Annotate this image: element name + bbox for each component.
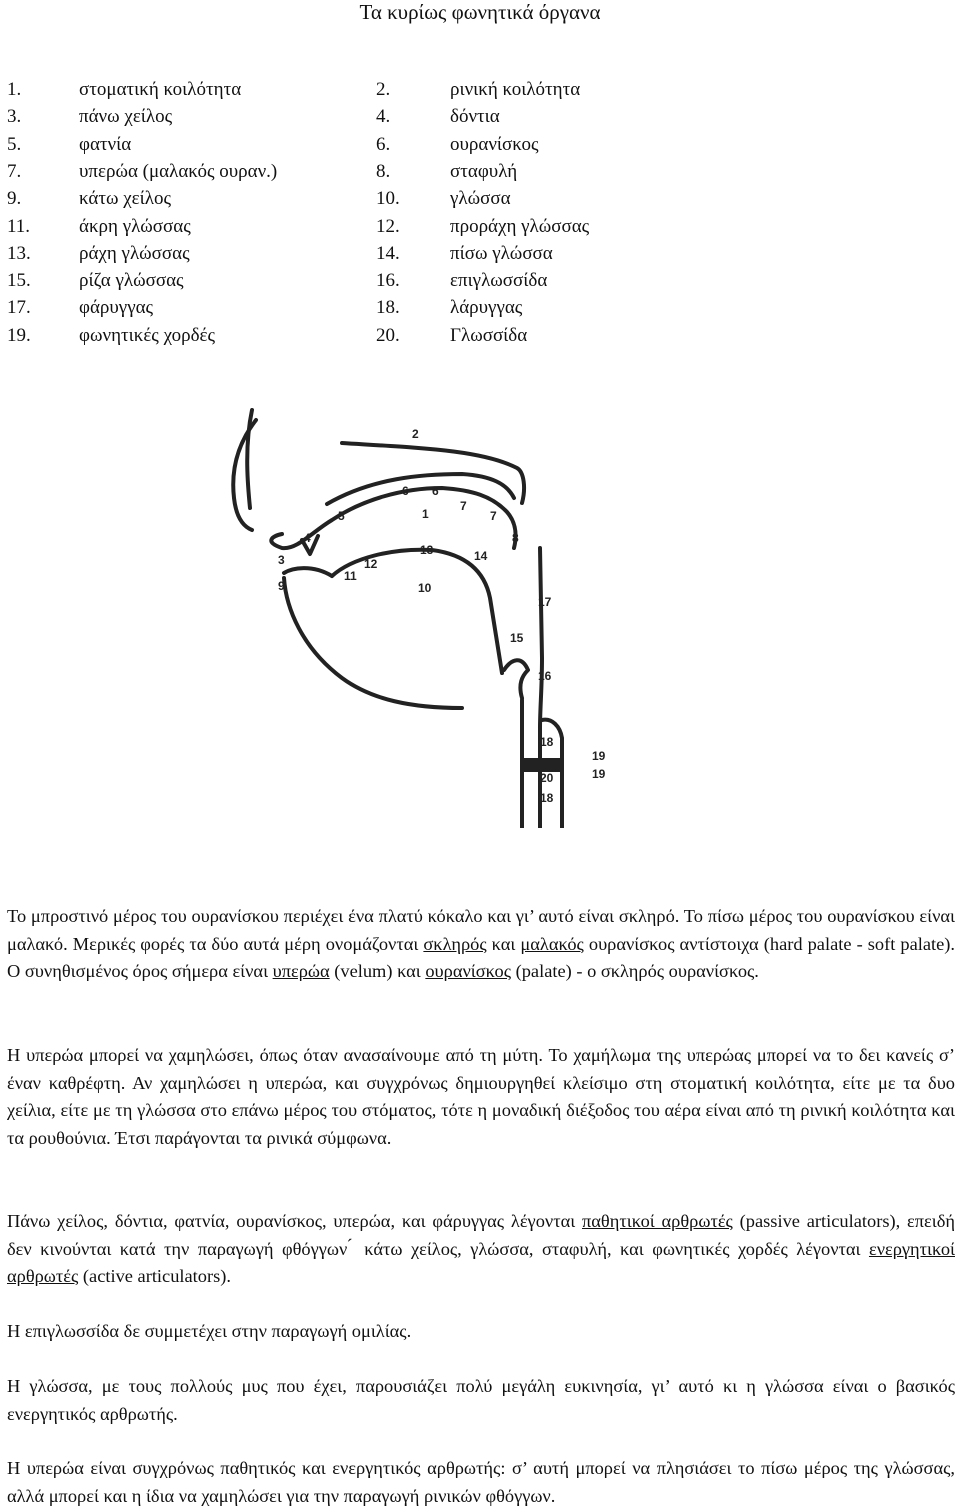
epiglottis: [504, 660, 528, 698]
legend-number: 12.: [376, 215, 400, 237]
legend-label: Γλωσσίδα: [450, 324, 528, 346]
legend-number: 14.: [376, 242, 400, 264]
legend-label: λάρυγγας: [450, 297, 523, 319]
paragraph-epiglottis: Η επιγλωσσίδα δε συμμετέχει στην παραγωγή ομιλίας.: [7, 1321, 412, 1341]
legend-label: κάτω χείλος: [79, 188, 172, 210]
legend-label: ρίζα γλώσσας: [79, 270, 184, 292]
legend-number: 2.: [376, 79, 391, 100]
diagram-label: 19: [592, 749, 606, 763]
legend-number: 11.: [7, 215, 31, 237]
legend-label: πάνω χείλος: [79, 106, 173, 128]
diagram-label: 14: [474, 549, 488, 563]
legend-number: 5.: [7, 133, 22, 155]
diagram-label: 6: [432, 484, 439, 498]
legend-number: 7.: [7, 160, 22, 182]
legend-label: γλώσσα: [450, 188, 511, 210]
jaw-line: [284, 578, 462, 708]
legend-number: 8.: [376, 160, 391, 182]
legend-label: στοματική κοιλότητα: [79, 79, 242, 100]
paragraph-velum: Η υπερώα μπορεί να χαμηλώσει, όπως όταν ανασαίνουμε από τη μύτη. Το χαμήλωμα της υπερώας μπορεί να το δει κανείς σ’ έναν καθρέφτη. Αν χαμηλώσει η υπερώα, και συγχρόνως δημιουργηθεί κλείσιμο στη στοματική κοιλότητα, είτε με τα δυο χείλια, είτε με τη γλώσσα στο επάνω μέρος του στόματος, τότε η μοναδική διέξοδος του αέρα είναι από τη ρινική κοιλότητα και τα ρουθούνια. Έτσι παράγονται τα ρινικά σύμφωνα.: [7, 1045, 955, 1148]
legend-label: προράχη γλώσσας: [450, 215, 590, 237]
lower-lip: [284, 568, 332, 576]
legend-label: ουρανίσκος: [450, 133, 539, 155]
tongue-outline: [332, 550, 502, 673]
legend-number: 1.: [7, 79, 22, 100]
diagram-label: 2: [412, 427, 419, 441]
legend-label: επιγλωσσίδα: [450, 270, 548, 292]
legend-label: άκρη γλώσσας: [79, 215, 191, 237]
paragraph-articulators: Πάνω χείλος, δόντια, φατνία, ουρανίσκος, υπερώα, και φάρυγγας λέγονται παθητικοί αρθρωτές (passive articulators), επειδή δεν κινούνται κατά την παραγωγή φθόγγων ́ κάτω χείλος, γλώσσα, σταφυλή, και φωνητικές χορδές λέγονται ενεργητικοί αρθρωτές (active articulators).: [7, 1211, 955, 1286]
legend-number: 18.: [376, 297, 400, 319]
legend-label: ράχη γλώσσας: [79, 242, 190, 264]
diagram-label: 6: [402, 484, 409, 498]
legend-label: φάρυγγας: [79, 297, 154, 319]
diagram-label: 11: [344, 569, 357, 583]
legend-number: 10.: [376, 188, 400, 210]
legend-label: φατνία: [79, 133, 132, 155]
paragraph-palate: Το μπροστινό μέρος του ουρανίσκου περιέχει ένα πλατύ κόκαλο και γι’ αυτό είναι σκληρό. Το πίσω μέρος του ουρανίσκου είναι μαλακό. Μερικές φορές τα δύο αυτά μέρη ονομάζονται σκληρός και μαλακός ουρανίσκος αντίστοιχα (hard palate - soft palate). Ο συνηθισμένος όρος σήμερα είναι υπερώα (velum) και ουρανίσκος (palate) - ο σκληρός ουρανίσκος.: [7, 906, 956, 981]
diagram-label: 19: [592, 767, 606, 781]
diagram-label: 1: [422, 507, 429, 521]
legend-label: ρινική κοιλότητα: [450, 79, 581, 100]
legend-number: 20.: [376, 324, 400, 346]
diagram-label: 18: [540, 791, 554, 805]
legend-number: 16.: [376, 270, 400, 292]
diagram-label: 12: [364, 557, 378, 571]
diagram-label: 7: [460, 499, 467, 513]
diagram-label: 10: [418, 581, 432, 595]
page-title: Τα κυρίως φωνητικά όργανα: [359, 0, 601, 24]
vocal-tract-diagram: [222, 408, 622, 828]
legend-number: 9.: [7, 188, 22, 210]
legend-label: πίσω γλώσσα: [450, 242, 553, 264]
paragraph-velum-dual: Η υπερώα είναι συγχρόνως παθητικός και ενεργητικός αρθρωτής: σ’ αυτή μπορεί να πλησιάσει το πίσω μέρος της γλώσσας, αλλά μπορεί και η ίδια να χαμηλώσει για την παραγωγή ρινικών φθόγγων.: [7, 1458, 955, 1506]
legend-number: 19.: [7, 324, 31, 346]
legend-number: 6.: [376, 133, 391, 155]
diagram-label: 5: [338, 509, 345, 523]
diagram-label: 7: [490, 509, 497, 523]
legend-number: 4.: [376, 106, 391, 128]
legend-label: δόντια: [450, 106, 500, 128]
diagram-label: 18: [540, 735, 554, 749]
diagram-label: 9: [278, 579, 285, 593]
diagram-label: 3: [278, 553, 285, 567]
legend-number: 15.: [7, 270, 31, 292]
diagram-label: 20: [540, 771, 554, 785]
legend-label: υπερώα (μαλακός ουραν.): [79, 160, 278, 182]
nasal-inner: [247, 410, 252, 508]
diagram-label: 15: [510, 631, 524, 645]
diagram-label: 4: [304, 531, 311, 545]
legend-number: 13.: [7, 242, 31, 264]
diagram-label: 8: [512, 531, 519, 545]
legend-label: σταφυλή: [450, 160, 518, 182]
diagram-label: 17: [538, 595, 552, 609]
vocal-folds: [522, 758, 562, 772]
legend-number: 17.: [7, 297, 31, 319]
paragraph-tongue: Η γλώσσα, με τους πολλούς μυς που έχει, παρουσιάζει πολύ μεγάλη ευκινησία, γι’ αυτό κι η γλώσσα είναι ο βασικός ενεργητικός αρθρωτής.: [7, 1376, 955, 1424]
pharynx-wall: [540, 548, 542, 728]
legend-label: φωνητικές χορδές: [79, 324, 216, 346]
legend-number: 3.: [7, 106, 22, 128]
diagram-label: 13: [420, 543, 434, 557]
nose-outline: [233, 420, 256, 530]
diagram-label: 16: [538, 669, 552, 683]
organ-legend: [0, 0, 960, 360]
